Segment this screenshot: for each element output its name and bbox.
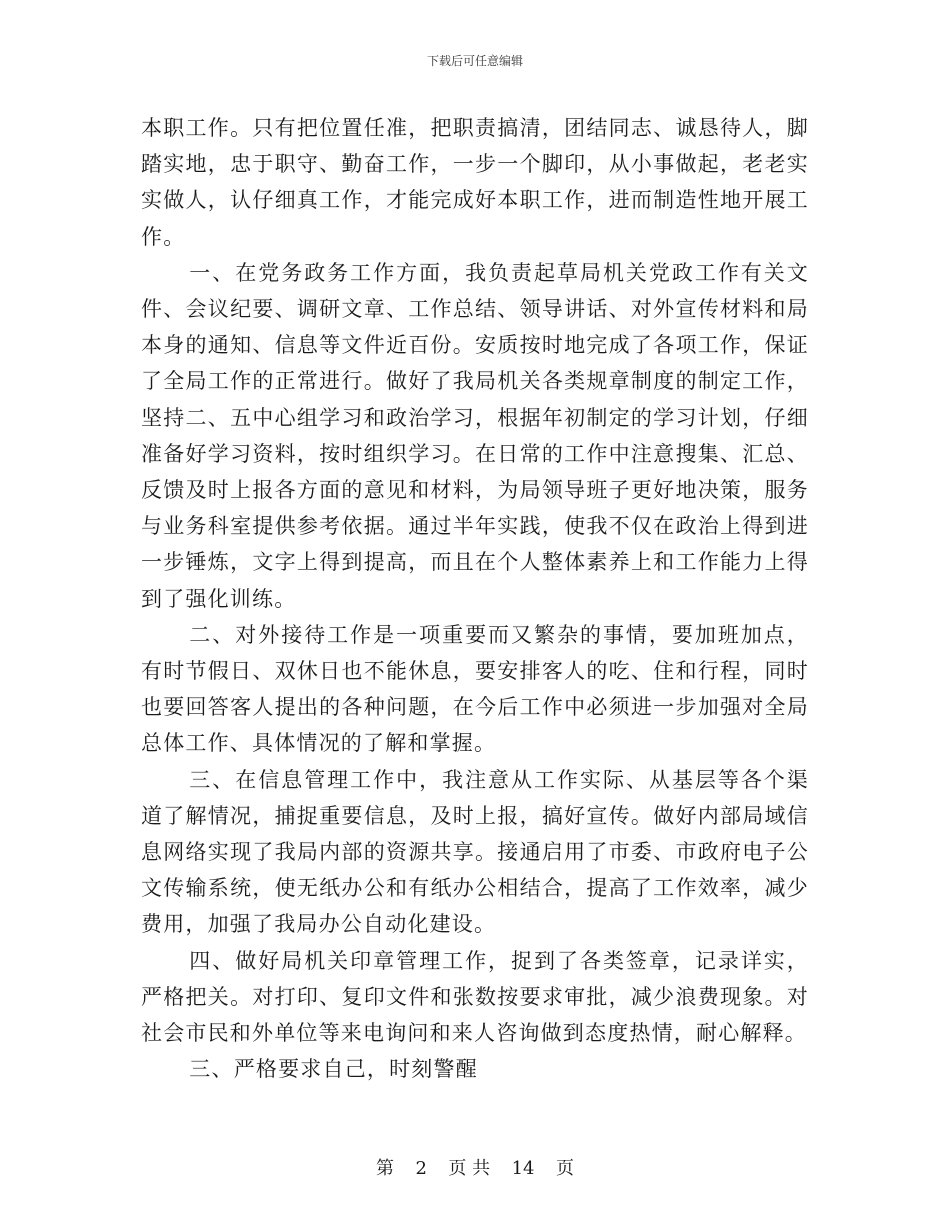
current-page-number: 2	[415, 1158, 427, 1179]
paragraph-information: 三、在信息管理工作中，我注意从工作实际、从基层等各个渠道了解情况，捕捉重要信息，及时上报，搞好宣传。做好内部局域信息网络实现了我局内部的资源共享。接通启用了市委、市政府电子公文传输系统，使无纸办公和有纸办公相结合，提高了工作效率，减少费用，加强了我局办公自动化建设。	[141, 767, 809, 937]
paragraph-self-discipline: 三、严格要求自己，时刻警醒	[189, 1057, 478, 1082]
total-pages: 14	[511, 1158, 535, 1179]
paragraph-party-affairs: 一、在党务政务工作方面，我负责起草局机关党政工作有关文件、会议纪要、调研文章、工作总结、领导讲话、对外宣传材料和局本身的通知、信息等文件近百份。安质按时地完成了各项工作，保证了全局工作的正常进行。做好了我局机关各类规章制度的制定工作，坚持二、五中心组学习和政治学习，根据年初制定的学习计划，仔细准备好学习资料，按时组织学习。在日常的工作中注意搜集、汇总、反馈及时上报各方面的意见和材料，为局领导班子更好地决策，服务与业务科室提供参考依据。通过半年实践，使我不仅在政治上得到进一步锤炼，文字上得到提高，而且在个人整体素养上和工作能力上得到了强化训练。	[141, 260, 809, 611]
footer-suffix: 页	[555, 1158, 574, 1179]
footer-prefix: 第	[376, 1158, 395, 1179]
paragraph-seal-management: 四、做好局机关印章管理工作，捉到了各类签章，记录详实，严格把关。对打印、复印文件和张数按要求审批，减少浪费现象。对社会市民和外单位等来电询问和来人咨询做到态度热情，耐心解释。	[141, 948, 809, 1046]
page-footer	[0, 1154, 950, 1180]
page-header: 下载后可任意编辑	[426, 54, 523, 68]
paragraph-reception: 二、对外接待工作是一项重要而又繁杂的事情，要加班加点，有时节假日、双休日也不能休息，要安排客人的吃、住和行程，同时也要回答客人提出的各种问题，在今后工作中必须进一步加强对全局总体工作、具体情况的了解和掌握。	[141, 622, 809, 756]
paragraph-continuation: 本职工作。只有把位置任准，把职责搞清，团结同志、诚恳待人，脚踏实地，忠于职守、勤奋工作，一步一个脚印，从小事做起，老老实实做人，认仔细真工作，才能完成好本职工作，进而制造性地开展工作。	[141, 116, 809, 249]
document-body	[141, 110, 809, 1087]
footer-middle: 页 共	[448, 1158, 491, 1179]
